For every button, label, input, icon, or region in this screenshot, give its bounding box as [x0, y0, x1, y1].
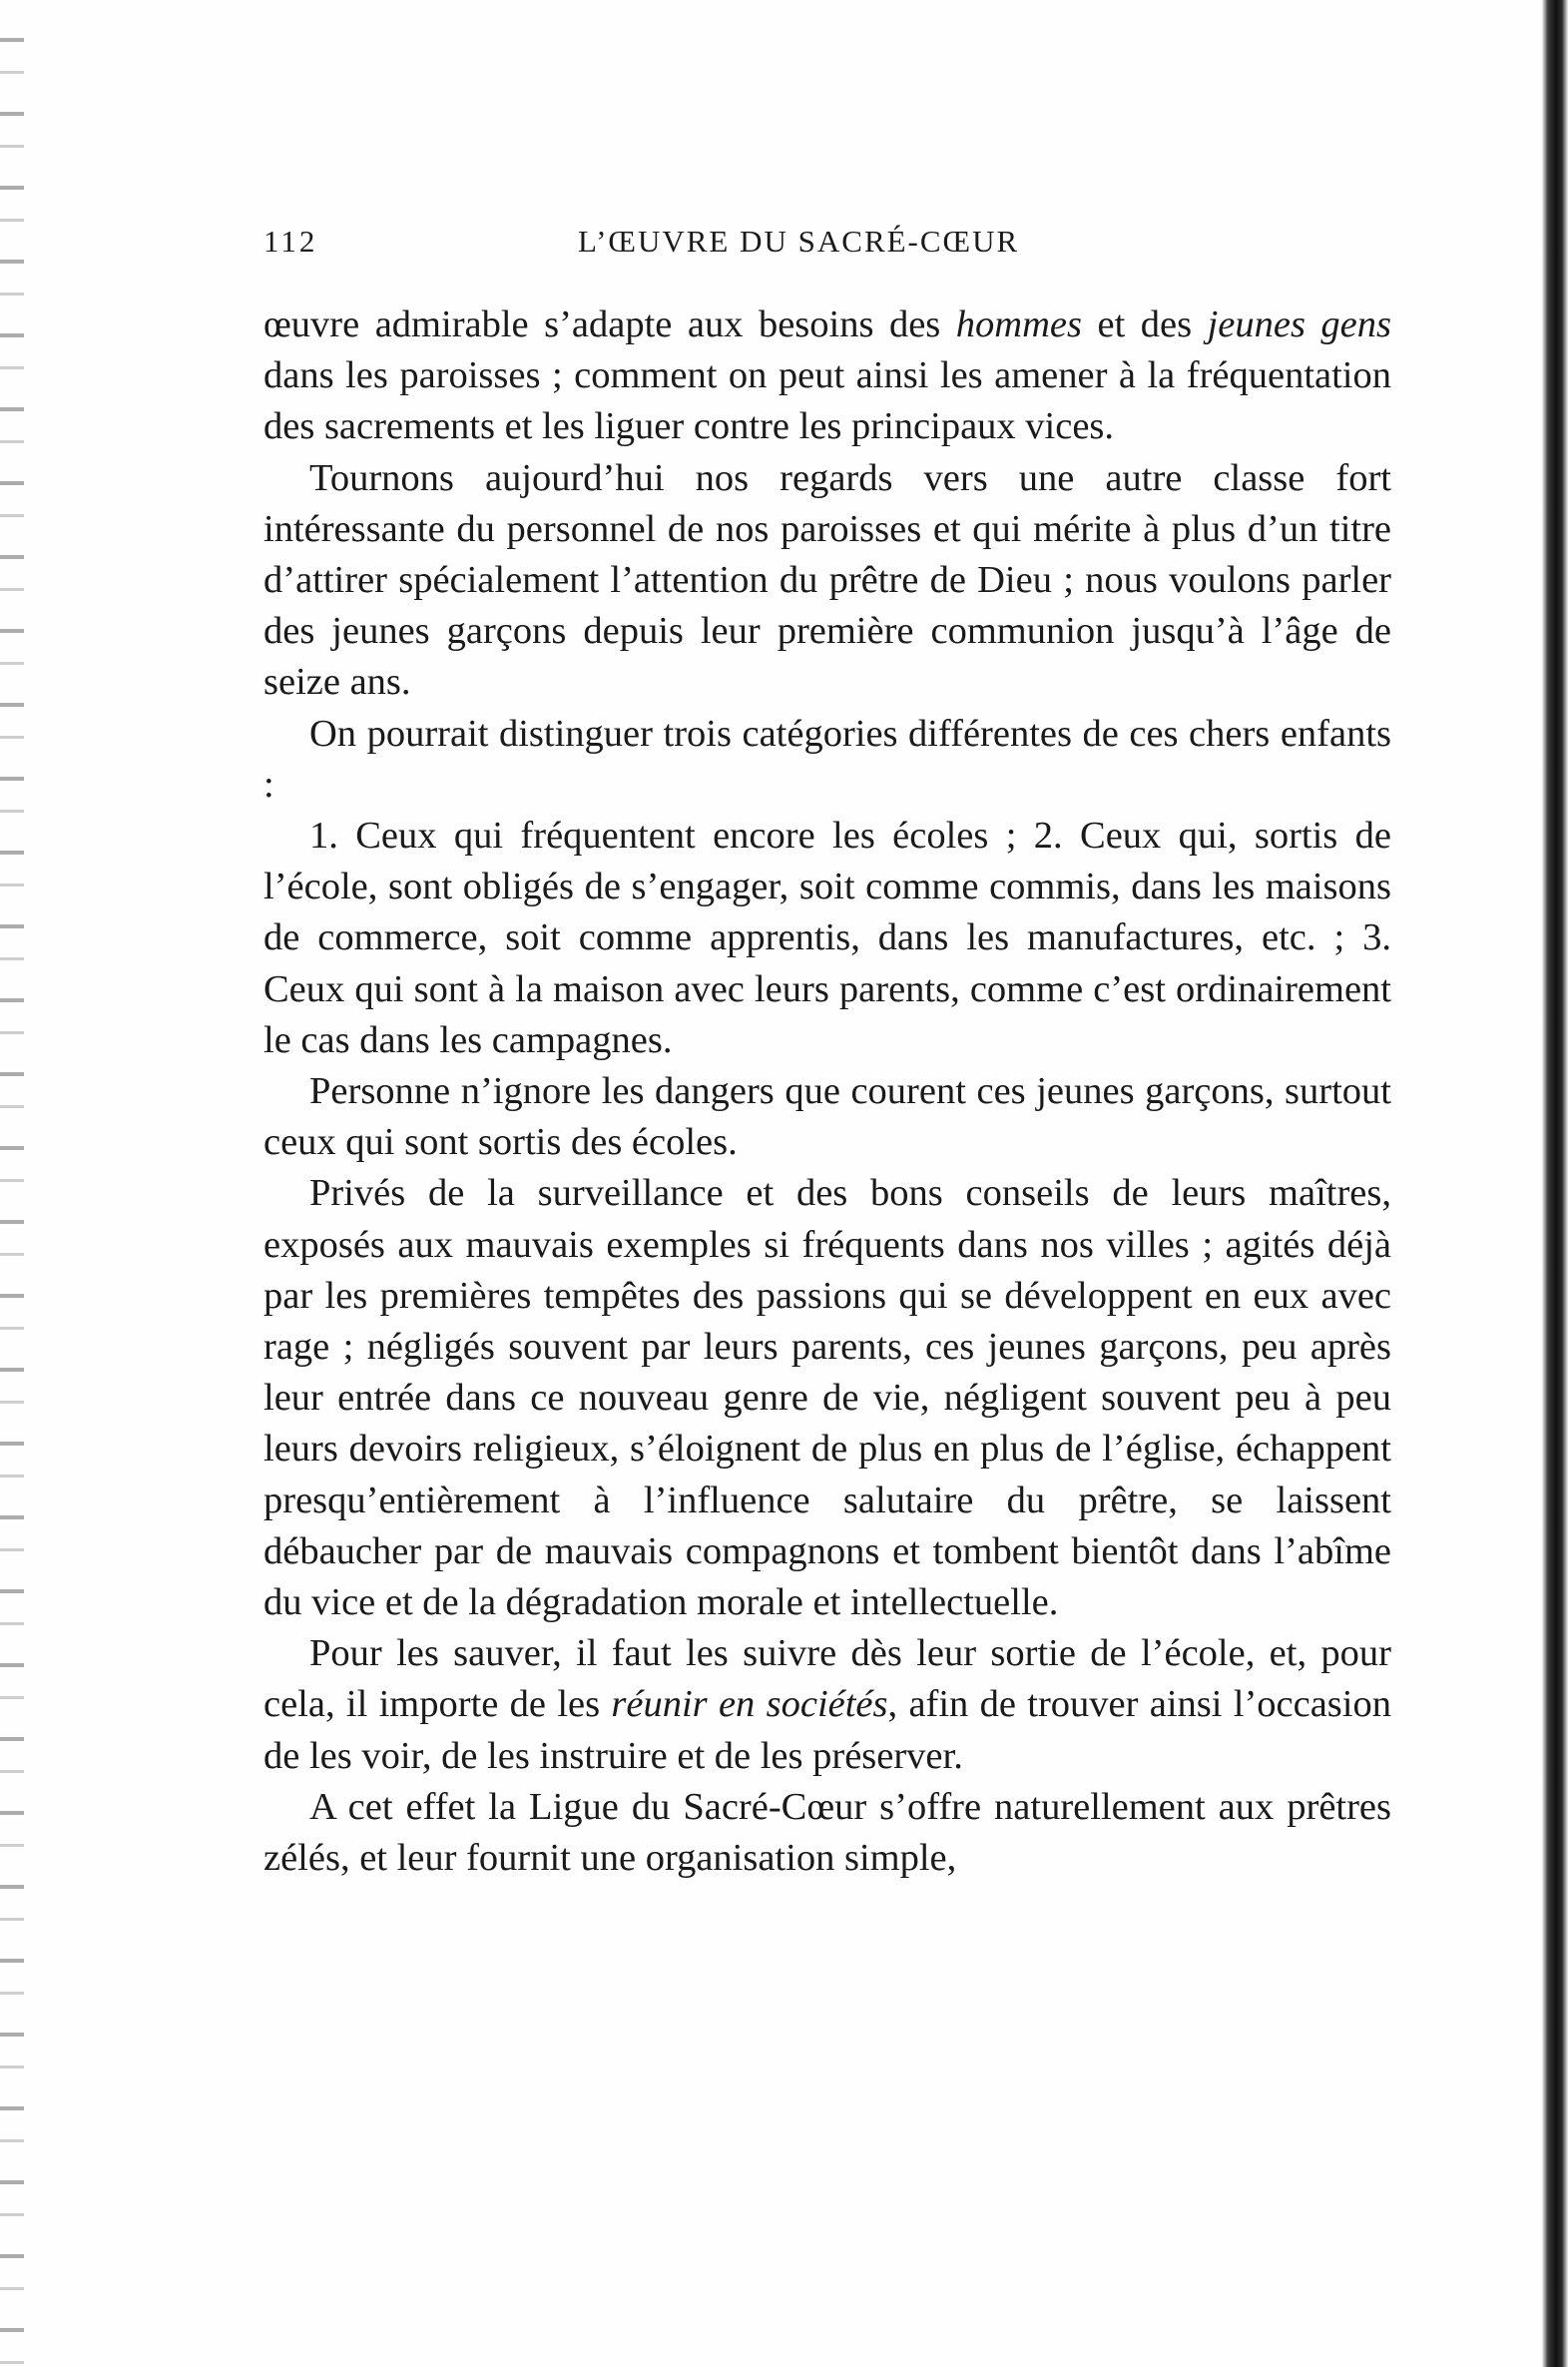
text-run: Personne n’ignore les dangers que courent ces jeunes garçons, surtout ceux qui sont sortis des écoles. — [263, 1070, 1391, 1164]
text-run: , afin de trouver ainsi l’occasion de les voir, de les instruire et de les préserver. — [263, 1683, 1391, 1777]
paragraph — [263, 1066, 1391, 1168]
text-run: dans les paroisses ; comment on peut ainsi les amener à la fréquentation des sacrements et les liguer contre les principaux vices. — [263, 354, 1391, 448]
paragraph — [263, 299, 1391, 453]
text-run: A cet effet la Ligue du Sacré-Cœur s’offre naturellement aux prêtres zélés, et leur fournit une organisation simple, — [263, 1785, 1391, 1880]
text-run: 1. Ceux qui fréquentent encore les écoles ; 2. Ceux qui, sortis de l’école, sont obligés de s’engager, soit comme commis, dans les maisons de commerce, soit comme apprentis, dans les manufactures, etc. ; 3. Ceux qui sont à la maison avec leurs parents, comme c’est ordinairement le cas dans les campagnes. — [263, 815, 1391, 1061]
text-run: On pourrait distinguer trois catégories différentes de ces chers enfants : — [263, 712, 1391, 806]
italic-text: jeunes gens — [1207, 303, 1391, 345]
text-run: Tournons aujourd’hui nos regards vers une autre classe fort intéressante du personnel de nos paroisses et qui mérite à plus d’un titre d’attirer spécialement l’attention du prêtre de Dieu ; nous voulons parler des jeunes garçons depuis leur première communion jusqu’à l’âge de seize ans. — [263, 456, 1391, 704]
paragraph — [263, 1168, 1391, 1628]
paragraph — [263, 1782, 1391, 1884]
text-run: Privés de la surveillance et des bons conseils de leurs maîtres, exposés aux mauvais exemples si fréquents dans nos villes ; agités déjà par les premières tempêtes des passions qui se développent en eux avec rage ; négligés souvent par leurs parents, ces jeunes garçons, peu après leur entrée dans ce nouveau genre de vie, négligent souvent peu à peu leurs devoirs religieux, s’éloignent de plus en plus de l’église, échappent presqu’entièrement à l’influence salutaire du prêtre, se laissent débaucher par de mauvais compagnons et tombent bientôt dans l’abîme du vice et de la dégradation morale et intellectuelle. — [263, 1172, 1391, 1624]
page-number: 112 — [263, 224, 318, 259]
scan-edge-right — [1542, 0, 1568, 2367]
paragraph — [263, 1628, 1391, 1782]
italic-text: réunir en sociétés — [611, 1683, 888, 1726]
body-text — [263, 299, 1391, 1884]
running-header — [263, 224, 1391, 272]
text-run: œuvre admirable s’adapte aux besoins des — [263, 303, 956, 345]
italic-text: hommes — [955, 303, 1082, 345]
paragraph — [263, 453, 1391, 709]
scan-edge-left — [0, 0, 24, 2367]
text-run: et des — [1081, 303, 1208, 345]
paragraph — [263, 709, 1391, 811]
paragraph — [263, 811, 1391, 1066]
running-title: L’ŒUVRE DU SACRÉ-CŒUR — [578, 224, 1020, 259]
text-run: Pour les sauver, il faut les suivre dès leur sortie de l’école, et, pour cela, il importe de les — [263, 1632, 1391, 1726]
